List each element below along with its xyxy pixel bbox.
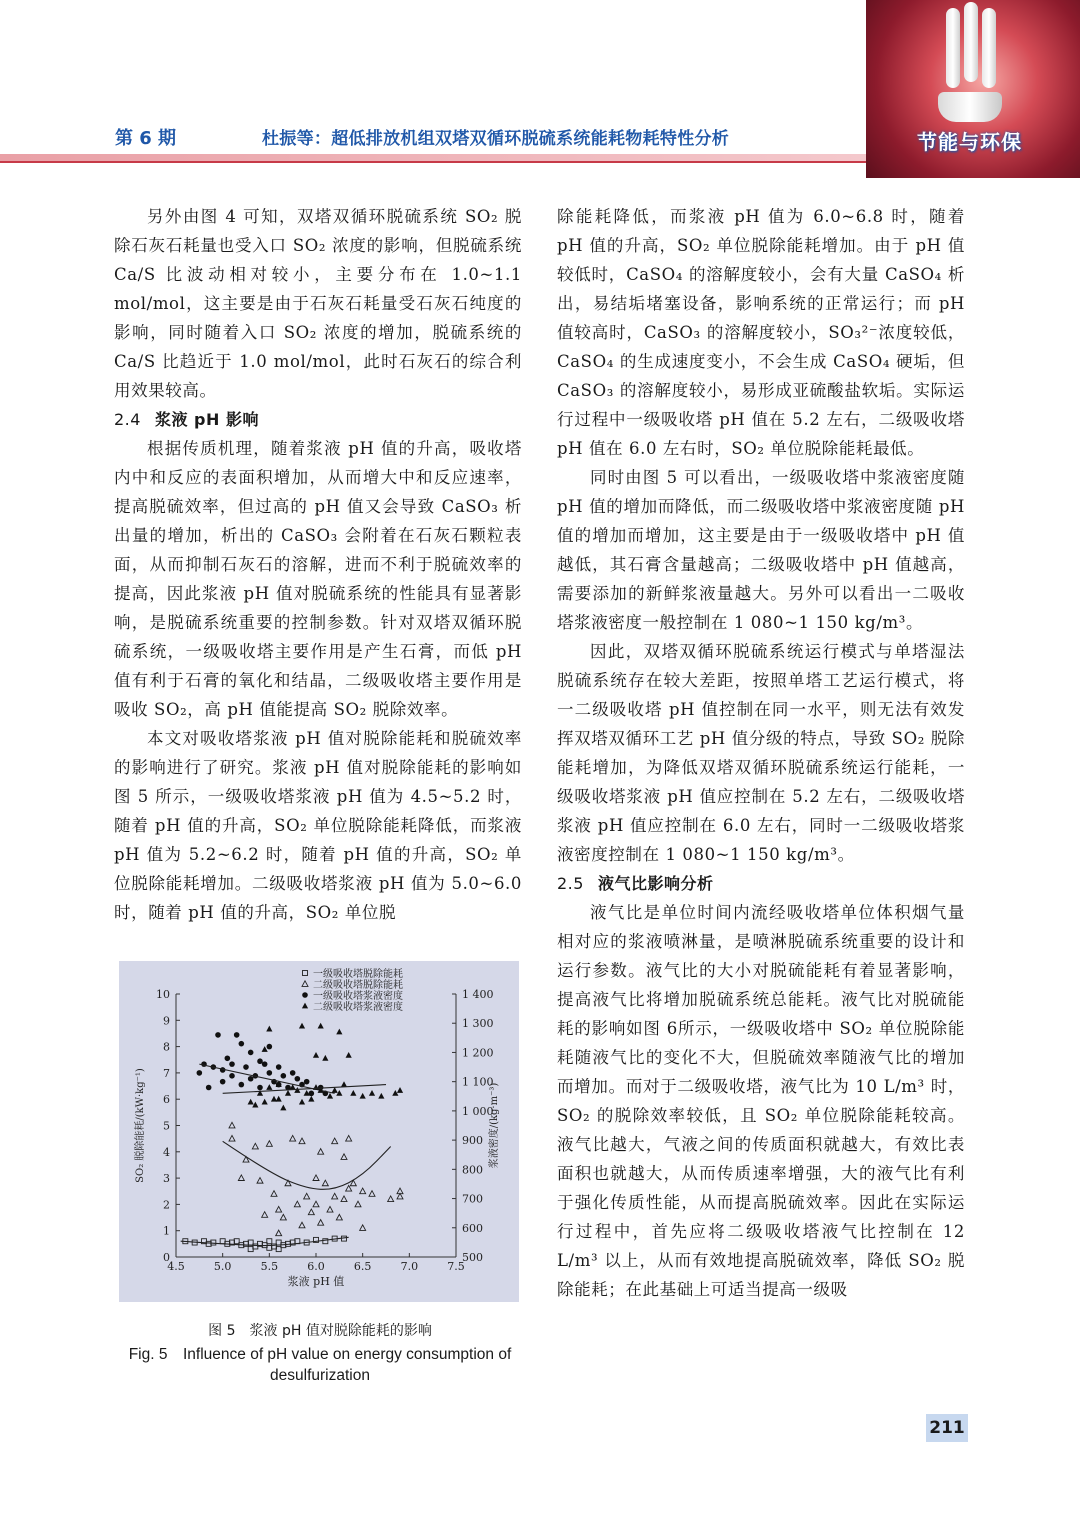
data-point	[318, 1220, 324, 1226]
data-point	[355, 1201, 361, 1207]
header-rule	[0, 154, 866, 161]
y-left-tick-label: 5	[163, 1119, 170, 1133]
data-point	[271, 1191, 277, 1197]
data-point	[197, 1070, 203, 1076]
data-point	[308, 1209, 314, 1215]
data-point	[220, 1079, 226, 1085]
data-point	[397, 1193, 403, 1199]
data-point	[243, 1064, 249, 1070]
paragraph: 除能耗降低，而浆液 pH 值为 6.0~6.8 时，随着 pH 值的升高，SO₂ 单位脱除能耗增加。由于 pH 值较低时，CaSO₄ 的溶解度较小，会有大量 CaSO₄ 析出，易结垢堵塞设备，影响系统的正常运行；而 pH 值较高时，CaSO₃ 的溶解度较小，SO₃²⁻浓度较低，CaSO₄ 的生成速度变小，不会生成 CaSO₄ 硬垢，但 CaSO₃ 的溶解度较小，易形成亚硫酸盐软垢。实际运行过程中一级吸收塔 pH 值在 5.2 左右，二级吸收塔 pH 值在 6.0 左右时，SO₂ 单位脱除能耗最低。	[557, 207, 965, 458]
x-axis-label: 浆液 pH 值	[287, 1275, 345, 1288]
paragraph: 本文对吸收塔浆液 pH 值对脱除能耗和脱硫效率的影响进行了研究。浆液 pH 值对脱除能耗的影响如图 5 所示，一级吸收塔浆液 pH 值为 4.5~5.2 时，随着 pH 值的升高，SO₂ 单位脱除能耗降低，而浆液 pH 值为 5.2~6.2 时，随着 pH 值的升高，SO₂ 单位脱除能耗增加。二级吸收塔浆液 pH 值为 5.0~6.0 时，随着 pH 值的升高，SO₂ 单位脱	[114, 729, 522, 922]
data-point	[257, 1058, 263, 1064]
y-left-tick-label: 3	[163, 1172, 170, 1186]
data-point	[281, 1073, 287, 1079]
data-point	[229, 1061, 235, 1067]
data-point	[304, 1193, 310, 1199]
data-point	[266, 1141, 272, 1147]
data-point	[322, 1055, 328, 1061]
header-rule-accent	[0, 161, 866, 163]
legend-marker	[302, 1003, 308, 1009]
data-point	[360, 1225, 366, 1231]
y-right-tick-label: 900	[462, 1134, 483, 1148]
data-point	[295, 1076, 301, 1082]
data-point	[229, 1135, 235, 1141]
legend-label: 一级吸收塔脱除能耗	[313, 969, 403, 980]
data-point	[346, 1185, 352, 1191]
data-point	[308, 1096, 314, 1102]
data-point	[252, 1102, 258, 1108]
data-point	[322, 1180, 328, 1186]
data-point	[266, 1084, 272, 1090]
data-point	[332, 1138, 338, 1144]
left-column	[114, 202, 522, 927]
data-point	[336, 1029, 342, 1035]
data-point	[290, 1070, 296, 1076]
issue-label: 第 6 期	[115, 128, 177, 149]
x-tick-label: 7.5	[447, 1260, 465, 1273]
data-point	[276, 1230, 282, 1236]
data-point	[252, 1143, 258, 1149]
data-point	[248, 1099, 254, 1105]
data-point	[360, 1188, 366, 1194]
data-point	[215, 1032, 221, 1038]
data-point	[336, 1214, 342, 1220]
data-point	[341, 1154, 347, 1160]
paragraph: 因此，双塔双循环脱硫系统运行模式与单塔湿法脱硫系统存在较大差距，按照单塔工艺运行模式，将一二级吸收塔 pH 值控制在同一水平，则无法有效发挥双塔双循环工艺 pH 值分级的特点，导致 SO₂ 脱除能耗增加，为降低双塔双循环脱硫系统运行能耗，一级吸收塔浆液 pH 值应控制在 5.2 左右，二级吸收塔浆液 pH 值应控制在 6.0 左右，同时一二级吸收塔浆液密度控制在 1 080~1 150 kg/m³。	[557, 642, 965, 864]
journal-brand: 节能与环保	[917, 130, 1022, 154]
y-right-tick-label: 1 300	[462, 1017, 494, 1031]
legend-label: 二级吸收塔脱除能耗	[313, 980, 403, 991]
y-axis-label-right: 浆液密度/(kg·m⁻³)	[489, 1082, 500, 1169]
data-point	[248, 1076, 254, 1082]
data-point	[369, 1090, 375, 1096]
data-point	[318, 1149, 324, 1155]
fit-line	[223, 1141, 391, 1189]
x-tick-label: 7.0	[400, 1260, 419, 1273]
paragraph: 另外由图 4 可知，双塔双循环脱硫系统 SO₂ 脱除石灰石耗量也受入口 SO₂ 浓度的影响，但脱硫系统 Ca/S 比波动相对较小，主要分布在 1.0~1.1 mol/mol，这主要是由于石灰石耗量受石灰石纯度的影响，同时随着入口 SO₂ 浓度的增加，脱硫系统的 Ca/S 比趋近于 1.0 mol/mol，此时石灰石的综合利用效果较高。	[114, 207, 522, 400]
data-point	[299, 1099, 305, 1105]
bulb-tube-icon	[982, 8, 996, 88]
y-right-tick-label: 700	[462, 1192, 483, 1206]
right-column	[557, 202, 965, 1304]
x-tick-label: 5.0	[213, 1260, 232, 1273]
data-point	[285, 1090, 291, 1096]
legend-label: 一级吸收塔浆液密度	[313, 991, 403, 1002]
data-point	[262, 1212, 268, 1218]
y-left-tick-label: 6	[163, 1093, 170, 1107]
y-right-tick-label: 800	[462, 1163, 483, 1177]
data-point	[239, 1041, 245, 1047]
data-point	[369, 1191, 375, 1197]
data-point	[290, 1135, 296, 1141]
x-tick-label: 4.5	[167, 1260, 185, 1273]
data-point	[239, 1082, 245, 1088]
data-point	[276, 1206, 282, 1212]
y-left-tick-label: 10	[156, 988, 170, 1001]
data-point	[313, 1201, 319, 1207]
data-point	[346, 1135, 352, 1141]
data-point	[299, 1222, 305, 1228]
y-axis-label-left: SO₂ 脱除能耗/(kW·kg⁻¹)	[135, 1068, 146, 1183]
data-point	[262, 1099, 268, 1105]
data-point	[294, 1201, 300, 1207]
data-point	[350, 1090, 356, 1096]
x-tick-label: 6.0	[307, 1260, 325, 1273]
y-left-tick-label: 7	[163, 1066, 170, 1080]
y-right-tick-label: 600	[462, 1221, 483, 1235]
data-point	[267, 1044, 273, 1050]
data-point	[267, 1070, 273, 1076]
data-point	[388, 1196, 394, 1202]
y-right-tick-label: 500	[462, 1251, 483, 1264]
y-right-tick-label: 1 400	[462, 988, 494, 1001]
data-point	[313, 1052, 319, 1058]
legend-marker	[302, 992, 308, 998]
data-point	[280, 1105, 286, 1111]
page-number: 211	[926, 1414, 968, 1442]
y-left-tick-label: 2	[163, 1198, 170, 1212]
y-right-tick-label: 1 200	[462, 1046, 494, 1060]
data-point	[346, 1052, 352, 1058]
figure-caption-zh: 图 5 浆液 pH 值对脱除能耗的影响	[208, 1323, 432, 1339]
data-point	[238, 1175, 244, 1181]
y-left-tick-label: 1	[163, 1224, 170, 1238]
figure-caption-en: Fig. 5 Influence of pH value on energy consumption of desulfurization	[128, 1346, 512, 1384]
data-point	[392, 1090, 398, 1096]
data-point	[276, 1064, 282, 1070]
data-point	[327, 1206, 333, 1212]
data-point	[299, 1023, 305, 1029]
data-point	[225, 1055, 231, 1061]
y-left-tick-label: 4	[163, 1145, 170, 1159]
section-heading: 2.5 液气比影响分析	[557, 874, 714, 893]
data-point	[276, 1096, 282, 1102]
x-tick-label: 5.5	[260, 1260, 279, 1273]
figure-5	[119, 961, 519, 1302]
data-point	[280, 1214, 286, 1220]
y-right-tick-label: 1 000	[462, 1104, 494, 1118]
data-point	[299, 1138, 305, 1144]
data-point	[248, 1050, 254, 1056]
data-point	[257, 1178, 263, 1184]
data-point	[206, 1085, 212, 1091]
legend-label: 二级吸收塔浆液密度	[313, 1002, 403, 1013]
data-point	[336, 1090, 342, 1096]
bulb-tube-icon	[964, 2, 978, 82]
legend-marker	[303, 971, 308, 976]
data-point	[257, 1085, 263, 1091]
chart-svg	[119, 961, 519, 1302]
data-point	[304, 1079, 310, 1085]
running-title: 杜振等：超低排放机组双塔双循环脱硫系统能耗物耗特性分析	[262, 129, 730, 149]
bulb-base-icon	[938, 92, 1002, 122]
paragraph: 液气比是单位时间内流经吸收塔单位体积烟气量相对应的浆液喷淋量，是喷淋脱硫系统重要的设计和运行参数。液气比的大小对脱硫能耗有着显著影响，提高液气比将增加脱硫系统总能耗。液气比对脱硫能耗的影响如图 6所示，一级吸收塔中 SO₂ 单位脱除能耗随液气比的变化不大，但脱硫效率随液气比的增加而增加。而对于二级吸收塔，液气比为 10 L/m³ 时，SO₂ 的脱除效率较低，且 SO₂ 单位脱除能耗较高。液气比越大，气液之间的传质面积就越大，有效比表面积也就越大，从而传质速率增强，大的液气比有利于强化传质性能，从而提高脱硫效率。因此在实际运行过程中，首先应将二级吸收塔液气比控制在 12 L/m³ 以上，从而有效地提高脱硫效率，降低 SO₂ 脱除能耗；在此基础上可适当提高一级吸	[557, 903, 965, 1299]
y-left-tick-label: 8	[163, 1040, 170, 1054]
data-point	[229, 1122, 235, 1128]
y-left-tick-label: 0	[163, 1251, 170, 1264]
data-point	[341, 1081, 347, 1087]
section-heading: 2.4 浆液 pH 影响	[114, 410, 259, 429]
x-tick-label: 6.5	[353, 1260, 372, 1273]
data-point	[318, 1023, 324, 1029]
data-point	[262, 1061, 268, 1067]
data-point	[313, 1175, 319, 1181]
y-right-tick-label: 1 100	[462, 1075, 494, 1089]
data-point	[360, 1093, 366, 1099]
data-point	[397, 1087, 403, 1093]
bulb-tube-icon	[946, 8, 960, 88]
legend-marker	[302, 981, 308, 987]
paragraph: 根据传质机理，随着浆液 pH 值的升高，吸收塔内中和反应的表面积增加，从而增大中和反应速率，提高脱硫效率，但过高的 pH 值又会导致 CaSO₃ 析出量的增加，析出的 CaSO₃ 会附着在石灰石颗粒表面，从而抑制石灰石的溶解，进而不利于脱硫效率的提高，因此浆液 pH 值对脱硫系统的性能具有显著影响，是脱硫系统重要的控制参数。针对双塔双循环脱硫系统，一级吸收塔主要作用是产生石膏，而低 pH 值有利于石膏的氧化和结晶，二级吸收塔主要作用是吸收 SO₂，高 pH 值能提高 SO₂ 脱除效率。	[114, 439, 522, 719]
data-point	[332, 1193, 338, 1199]
data-point	[234, 1032, 240, 1038]
data-point	[341, 1196, 347, 1202]
paragraph: 同时由图 5 可以看出，一级吸收塔中浆液密度随 pH 值的增加而降低，而二级吸收塔中浆液密度随 pH 值的增加而增加，这主要是由于一级吸收塔中 pH 值越低，其石膏含量越高；二级吸收塔中 pH 值越高，需要添加的新鲜浆液量越大。另外可以看出一二吸收塔浆液密度一般控制在 1 080~1 150 kg/m³。	[557, 468, 965, 632]
y-left-tick-label: 9	[163, 1014, 170, 1028]
data-point	[229, 1073, 235, 1079]
data-point	[266, 1026, 272, 1032]
data-point	[378, 1093, 384, 1099]
